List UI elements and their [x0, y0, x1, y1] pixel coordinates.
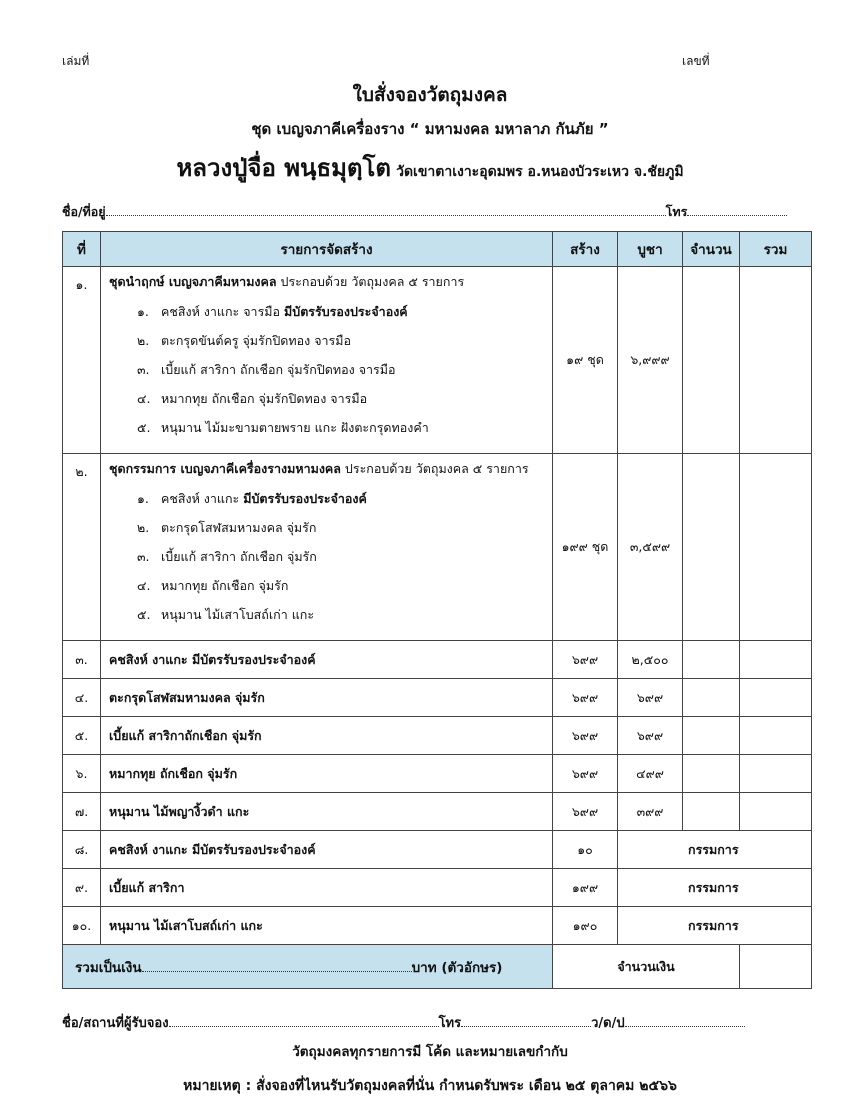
set-title-bold: ชุดนำฤกษ์ เบญจภาคีมหามงคล: [109, 274, 277, 289]
quantity-cell[interactable]: [683, 717, 740, 755]
subitem-number: ๑.: [137, 491, 149, 506]
book-number-label: เล่มที่: [62, 54, 90, 68]
price-cell: ๓,๕๙๙: [618, 454, 683, 641]
list-item: [101, 484, 552, 513]
set-item-cell: [101, 454, 553, 641]
created-cell: ๑๙ ชุด: [553, 267, 618, 454]
subitem-number: ๕.: [137, 607, 151, 622]
list-item: [101, 326, 552, 355]
table-row: [63, 869, 812, 907]
committee-note: กรรมการ: [618, 831, 812, 869]
item-name: หนุมาน ไม้เสาโบสถ์เก่า แกะ: [101, 907, 553, 945]
col-header-created: สร้าง: [553, 232, 618, 267]
total-cell[interactable]: [740, 641, 812, 679]
committee-note: กรรมการ: [618, 869, 812, 907]
total-cell[interactable]: [740, 267, 812, 454]
quantity-cell[interactable]: [683, 641, 740, 679]
list-item: [101, 571, 552, 600]
list-item: [101, 384, 552, 413]
booker-label: ชื่อ/สถานที่ผู้รับจอง: [62, 1016, 169, 1031]
price-cell: ๓๙๙: [618, 793, 683, 831]
table-row: [63, 755, 812, 793]
table-row: [63, 679, 812, 717]
subitem-text: เบี้ยแก้ สาริกา ถักเชือก จุ่มรักปิดทอง จารมือ: [161, 362, 396, 377]
col-header-no: ที่: [63, 232, 101, 267]
monk-name: หลวงปู่จื่อ พนฺธมุตฺโต: [176, 154, 391, 182]
table-row: [63, 717, 812, 755]
monk-line: [0, 148, 860, 187]
page-title: ใบสั่งจองวัตถุมงคล: [352, 84, 508, 106]
doc-number-label: เลขที่: [682, 54, 710, 68]
col-header-price: บูชา: [618, 232, 683, 267]
subitem-number: ๔.: [137, 578, 151, 593]
created-cell: ๖๙๙: [553, 717, 618, 755]
total-text-field[interactable]: [142, 971, 412, 972]
col-header-quantity: จำนวน: [683, 232, 740, 267]
item-name: เบี้ยแก้ สาริกา: [101, 869, 553, 907]
subitem-text: คชสิงห์ งาแกะ จารมือ: [161, 304, 285, 319]
list-item: [101, 542, 552, 571]
phone-field[interactable]: [687, 215, 787, 216]
committee-note: กรรมการ: [618, 907, 812, 945]
quantity-cell[interactable]: [683, 267, 740, 454]
subitem-number: ๕.: [137, 420, 151, 435]
price-cell: ๖๙๙: [618, 679, 683, 717]
created-cell: ๑๙๙: [553, 869, 618, 907]
row-number: ๑๐.: [63, 907, 101, 945]
col-header-item: รายการจัดสร้าง: [101, 232, 553, 267]
set-title: [101, 267, 552, 297]
list-item: [101, 355, 552, 384]
created-cell: ๖๙๙: [553, 679, 618, 717]
phone-label: โทร: [665, 204, 688, 219]
set-title-bold: ชุดกรรมการ เบญจภาคีเครื่องรางมหามงคล: [109, 461, 341, 476]
temple-name: วัดเขาตาเงาะอุดมพร อ.หนองบัวระเหว จ.ชัยภูมิ: [396, 164, 684, 180]
amount-field[interactable]: [740, 945, 812, 989]
created-cell: ๑๐: [553, 831, 618, 869]
created-cell: ๖๙๙: [553, 755, 618, 793]
table-row: [63, 793, 812, 831]
subitem-text: ตะกรุดโสฬสมหามงคล จุ่มรัก: [161, 520, 317, 535]
table-row: [63, 454, 812, 641]
price-cell: ๔๙๙: [618, 755, 683, 793]
date-label: ว/ด/ป: [591, 1016, 625, 1031]
total-label-cell: [63, 945, 553, 989]
created-cell: ๑๙๐: [553, 907, 618, 945]
col-header-total: รวม: [740, 232, 812, 267]
customer-info-line: [62, 202, 802, 222]
date-field[interactable]: [625, 1026, 745, 1027]
total-row: [63, 945, 812, 989]
row-number: ๗.: [63, 793, 101, 831]
item-name: เบี้ยแก้ สาริกาถักเชือก จุ่มรัก: [101, 717, 553, 755]
price-cell: ๒,๕๐๐: [618, 641, 683, 679]
booker-info-line: [62, 1012, 802, 1033]
total-cell[interactable]: [740, 717, 812, 755]
page-subtitle: ชุด เบญจภาคีเครื่องราง “ มหามงคล มหาลาภ กันภัย ”: [251, 120, 609, 138]
subitem-text: หมากทุย ถักเชือก จุ่มรัก: [161, 578, 289, 593]
booker-phone-field[interactable]: [461, 1026, 591, 1027]
total-cell[interactable]: [740, 793, 812, 831]
total-label: รวมเป็นเงิน: [75, 959, 142, 976]
subitem-number: ๔.: [137, 391, 151, 406]
set-title: [101, 454, 552, 484]
amount-label: จำนวนเงิน: [553, 945, 740, 989]
row-number: ๖.: [63, 755, 101, 793]
list-item: [101, 513, 552, 542]
created-cell: ๖๙๙: [553, 793, 618, 831]
price-cell: ๖,๙๙๙: [618, 267, 683, 454]
table-row: [63, 831, 812, 869]
subitem-number: ๒.: [137, 520, 150, 535]
subitem-number: ๓.: [137, 549, 150, 564]
row-number: ๑.: [63, 267, 101, 454]
subitem-text: หมากทุย ถักเชือก จุ่มรักปิดทอง จารมือ: [161, 391, 368, 406]
remark-note: หมายเหตุ : สั่งจองที่ไหนรับวัตถุมงคลที่นั่น กำหนดรับพระ เดือน ๒๕ ตุลาคม ๒๕๖๖: [183, 1078, 677, 1094]
subitem-bold: มีบัตรรับรองประจำองค์: [284, 304, 408, 319]
list-item: [101, 600, 552, 629]
list-item: [101, 297, 552, 326]
row-number: ๘.: [63, 831, 101, 869]
list-item: [101, 413, 552, 442]
subitem-number: ๓.: [137, 362, 150, 377]
subitem-text: เบี้ยแก้ สาริกา ถักเชือก จุ่มรัก: [161, 549, 317, 564]
booker-field[interactable]: [169, 1026, 439, 1027]
total-cell[interactable]: [740, 454, 812, 641]
table-row: [63, 267, 812, 454]
price-cell: ๖๙๙: [618, 717, 683, 755]
table-header-row: [63, 232, 812, 267]
name-address-field[interactable]: [106, 215, 666, 216]
total-cell[interactable]: [740, 755, 812, 793]
set-title-rest: ประกอบด้วย วัตถุมงคล ๕ รายการ: [276, 274, 465, 289]
row-number: ๕.: [63, 717, 101, 755]
row-number: ๙.: [63, 869, 101, 907]
set-item-cell: [101, 267, 553, 454]
item-name: คชสิงห์ งาแกะ มีบัตรรับรองประจำองค์: [101, 831, 553, 869]
row-number: ๓.: [63, 641, 101, 679]
subitem-bold: มีบัตรรับรองประจำองค์: [243, 491, 367, 506]
table-row: [63, 641, 812, 679]
item-name: หมากทุย ถักเชือก จุ่มรัก: [101, 755, 553, 793]
subitem-number: ๒.: [137, 333, 150, 348]
item-name: หนุมาน ไม้พญางิ้วดำ แกะ: [101, 793, 553, 831]
quantity-cell[interactable]: [683, 454, 740, 641]
row-number: ๔.: [63, 679, 101, 717]
item-name: คชสิงห์ งาแกะ มีบัตรรับรองประจำองค์: [101, 641, 553, 679]
subitem-text: ตะกรุดขันต์ครู จุ่มรักปิดทอง จารมือ: [161, 333, 352, 348]
set-title-rest: ประกอบด้วย วัตถุมงคล ๕ รายการ: [340, 461, 529, 476]
subitem-text: หนุมาน ไม้เสาโบสถ์เก่า แกะ: [161, 607, 315, 622]
created-cell: ๖๙๙: [553, 641, 618, 679]
quantity-cell[interactable]: [683, 755, 740, 793]
table-row: [63, 907, 812, 945]
subitem-text: หนุมาน ไม้มะขามตายพราย แกะ ฝังตะกรุดทองคำ: [161, 420, 429, 435]
code-note: วัตถุมงคลทุกรายการมี โค้ด และหมายเลขกำกับ: [292, 1044, 568, 1060]
booker-phone-label: โทร: [438, 1016, 462, 1031]
total-cell[interactable]: [740, 679, 812, 717]
row-number: ๒.: [63, 454, 101, 641]
item-name: ตะกรุดโสฬสมหามงคล จุ่มรัก: [101, 679, 553, 717]
quantity-cell[interactable]: [683, 793, 740, 831]
quantity-cell[interactable]: [683, 679, 740, 717]
total-unit: บาท (ตัวอักษร): [411, 959, 503, 976]
order-table: [62, 231, 812, 989]
subitem-number: ๑.: [137, 304, 149, 319]
created-cell: ๑๙๙ ชุด: [553, 454, 618, 641]
subitem-text: คชสิงห์ งาแกะ: [161, 491, 244, 506]
name-address-label: ชื่อ/ที่อยู่: [62, 204, 106, 219]
